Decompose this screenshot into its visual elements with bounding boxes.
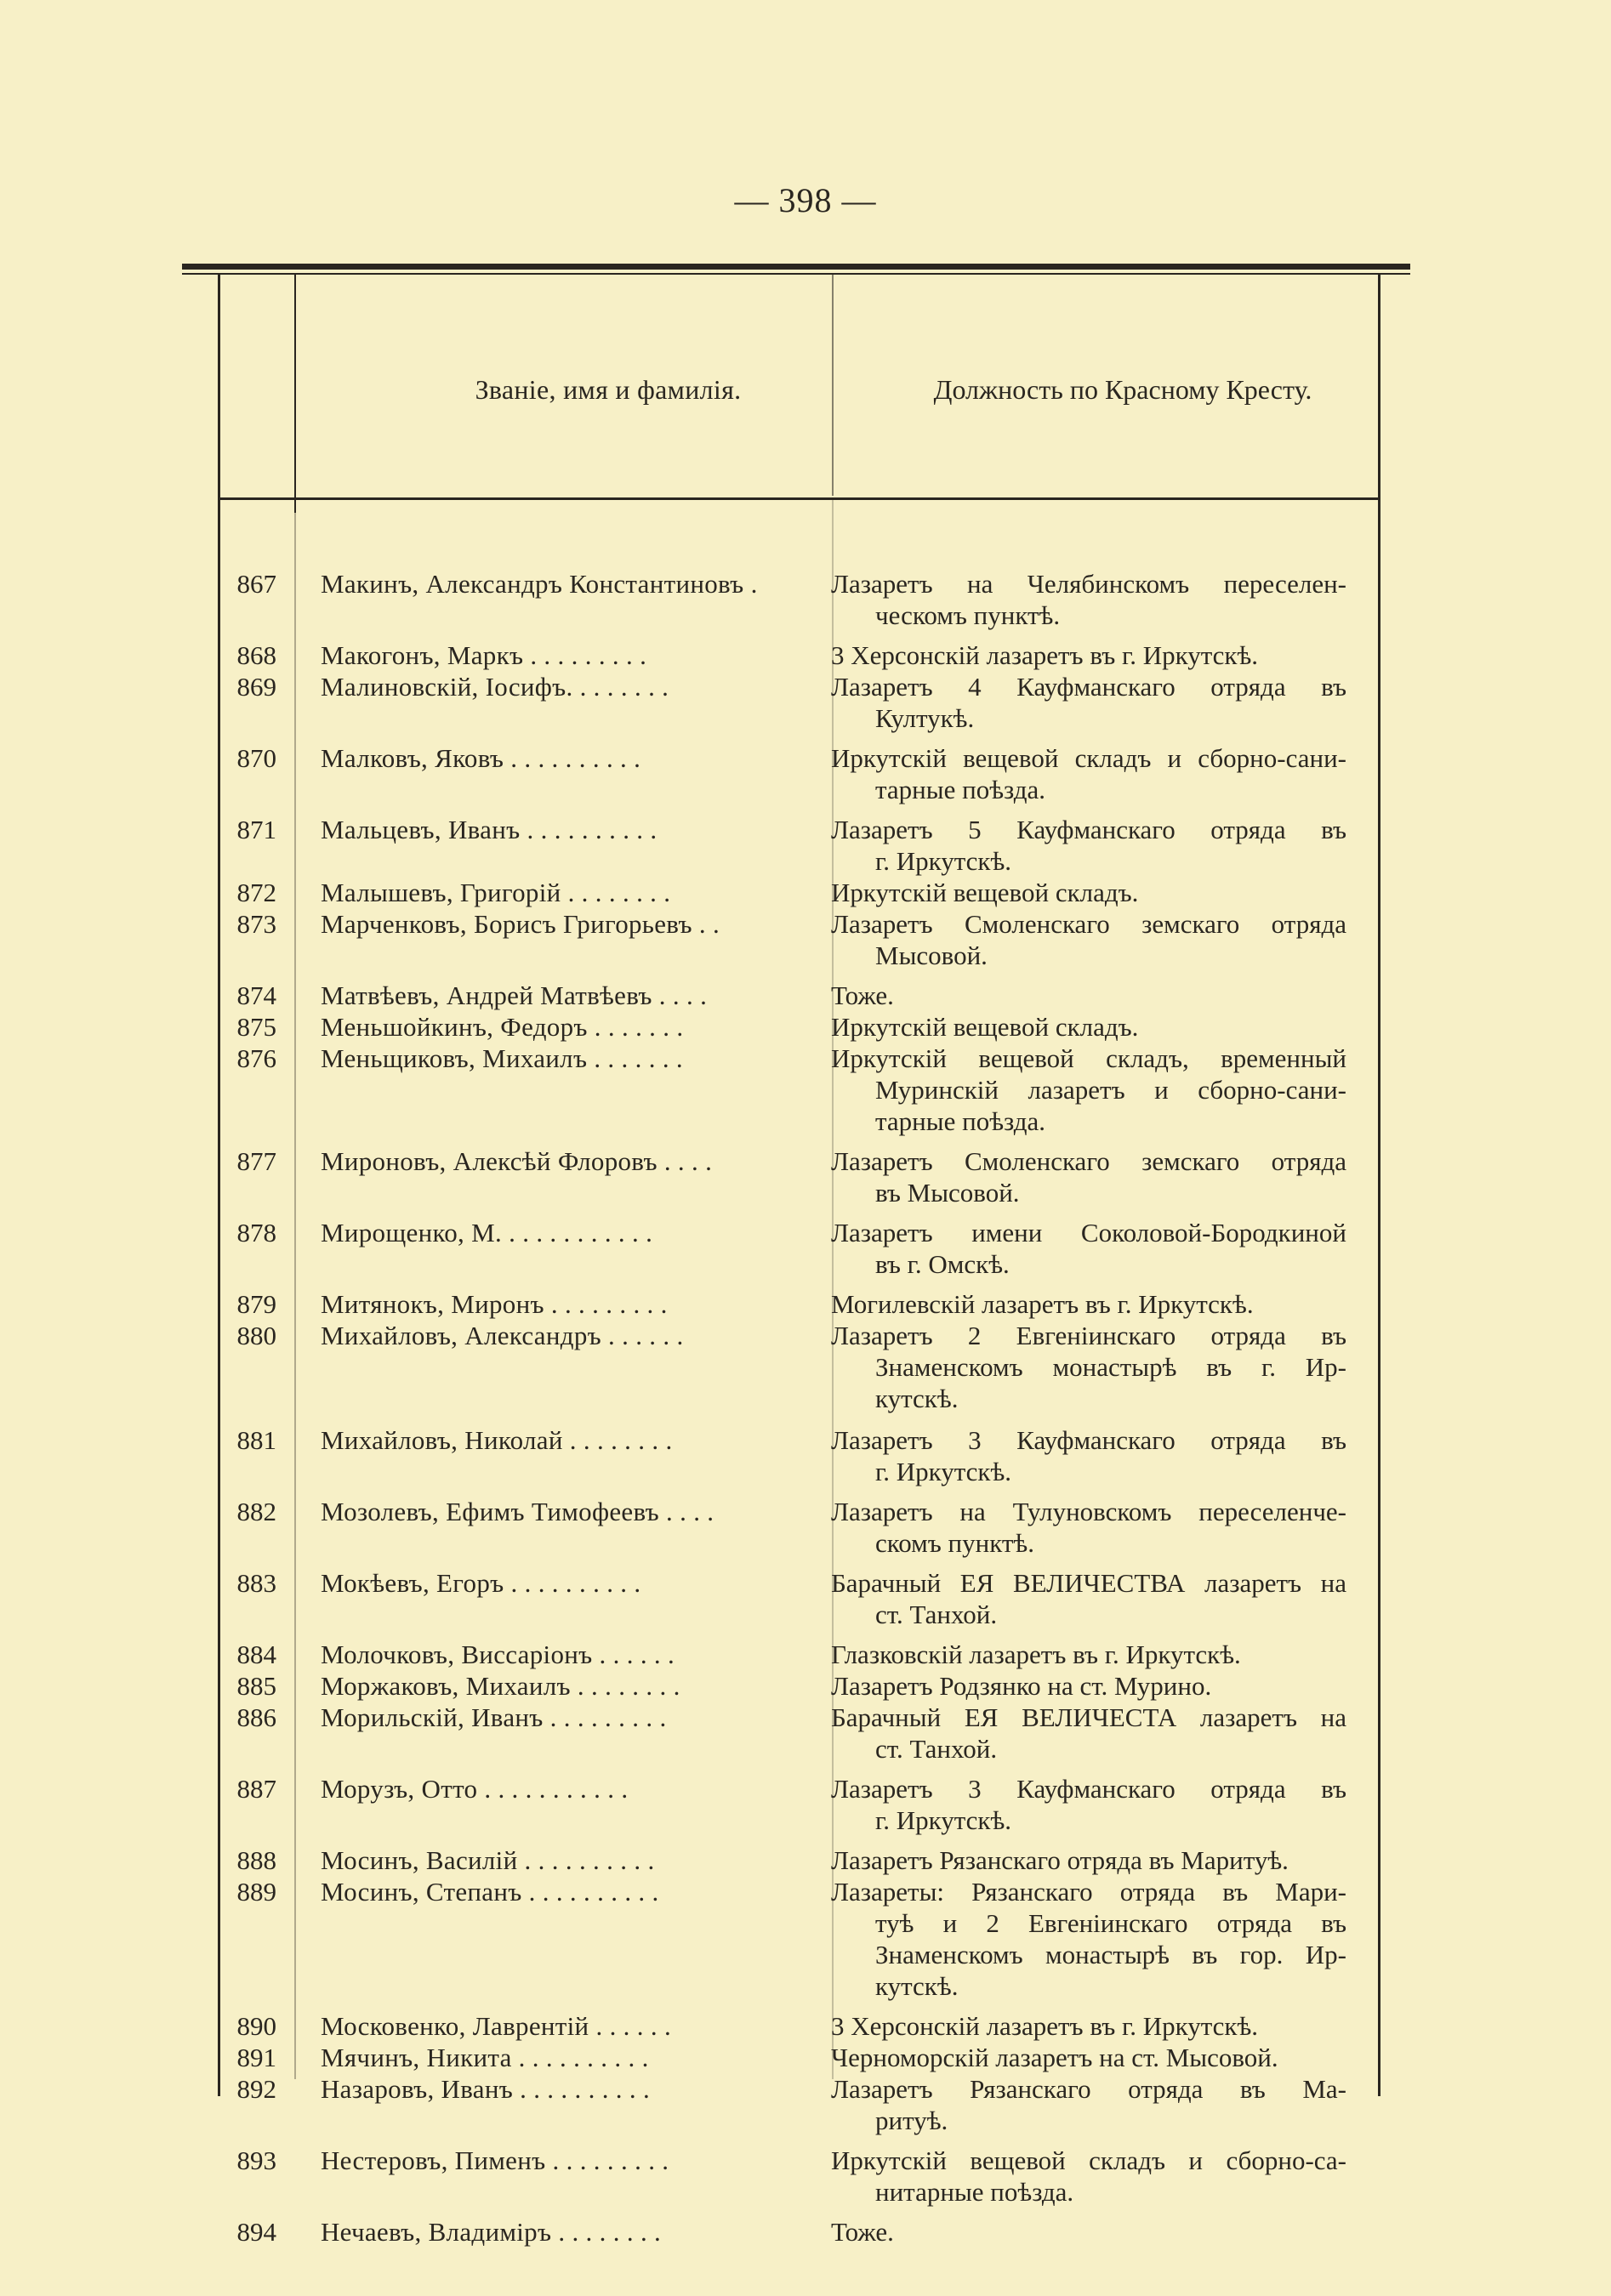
position-line: Лазаретъ 3 Кауфманскаго отряда въ: [831, 1774, 1346, 1804]
row-name: Малиновскій, Іосифъ. . . . . . . .: [321, 672, 669, 702]
table-row: [0, 2145, 1611, 2208]
position-line: Лазаретъ Рязанскаго отряда въ Маритуѣ.: [831, 1845, 1289, 1875]
row-position: [831, 1844, 1346, 1876]
position-line: Лазаретъ 5 Кауфманскаго отряда въ: [831, 815, 1346, 844]
position-line: Иркутскій вещевой складъ и сборно-са-: [831, 2145, 1346, 2175]
position-line: кутскѣ.: [875, 1384, 959, 1413]
table-row: [0, 742, 1611, 805]
position-line: Могилевскій лазаретъ въ г. Иркутскѣ.: [831, 1289, 1254, 1319]
row-name: Мосинъ, Василій . . . . . . . . . .: [321, 1845, 655, 1875]
row-name: Московенко, Лаврентій . . . . . .: [321, 2011, 672, 2041]
row-number: 885: [236, 1671, 276, 1701]
table-row: [0, 1043, 1611, 1137]
row-number: 881: [236, 1425, 276, 1455]
row-number: 869: [236, 672, 276, 702]
table-row: [0, 1567, 1611, 1630]
position-line: ст. Танхой.: [875, 1600, 998, 1629]
position-line: Лазареты: Рязанскаго отряда въ Мари-: [831, 1877, 1346, 1907]
row-position: [831, 1011, 1346, 1043]
table-row: [0, 1424, 1611, 1487]
position-line: Знаменскомъ монастырѣ въ гор. Ир-: [875, 1940, 1346, 1969]
table-row: [0, 1320, 1611, 1414]
row-name: Макинъ, Александръ Константиновъ .: [321, 569, 758, 599]
top-rule-thick: [182, 264, 1410, 270]
position-line: тарные поѣзда.: [875, 775, 1046, 804]
row-name: Назаровъ, Иванъ . . . . . . . . . .: [321, 2074, 651, 2104]
row-number: 872: [236, 878, 276, 907]
table-row: [0, 1639, 1611, 1670]
row-position: [831, 2145, 1346, 2208]
table-row: [0, 1217, 1611, 1280]
row-number: 889: [236, 1877, 276, 1907]
position-line: туѣ и 2 Евгеніинскаго отряда въ: [875, 1908, 1346, 1938]
position-line: Култукѣ.: [875, 703, 975, 733]
row-number: 894: [236, 2217, 276, 2247]
position-line: Лазаретъ имени Соколовой-Бородкиной: [831, 1218, 1346, 1247]
table-row: [0, 1288, 1611, 1320]
position-line: нитарные поѣзда.: [875, 2177, 1074, 2207]
row-position: [831, 1320, 1346, 1414]
table-row: [0, 1670, 1611, 1702]
header-name: Званіе, имя и фамилія.: [475, 374, 742, 405]
row-number: 874: [236, 980, 276, 1010]
table-row: [0, 1496, 1611, 1559]
row-name: Малковъ, Яковъ . . . . . . . . . .: [321, 743, 641, 773]
row-position: [831, 1424, 1346, 1487]
position-line: г. Иркутскѣ.: [875, 846, 1012, 876]
position-line: Барачный ЕЯ ВЕЛИЧЕСТА лазаретъ на: [831, 1702, 1346, 1732]
table-row: [0, 1145, 1611, 1208]
row-position: [831, 1288, 1346, 1320]
position-line: Муринскій лазаретъ и сборно-сани-: [875, 1075, 1346, 1105]
row-name: Малышевъ, Григорій . . . . . . . .: [321, 878, 671, 907]
row-name: Морильскій, Иванъ . . . . . . . . .: [321, 1702, 667, 1732]
row-position: [831, 908, 1346, 971]
row-name: Мозолевъ, Ефимъ Тимофеевъ . . . .: [321, 1497, 714, 1526]
row-name: Мироновъ, Алексѣй Флоровъ . . . .: [321, 1146, 713, 1176]
row-position: [831, 1217, 1346, 1280]
position-line: въ Мысовой.: [875, 1178, 1020, 1208]
row-position: [831, 1670, 1346, 1702]
row-name: Меньщиковъ, Михаилъ . . . . . . .: [321, 1043, 683, 1073]
row-name: Молочковъ, Виссаріонъ . . . . . .: [321, 1640, 675, 1669]
page-number: — 398 —: [734, 181, 877, 219]
row-number: 875: [236, 1012, 276, 1042]
table-row: [0, 2042, 1611, 2073]
row-number: 886: [236, 1702, 276, 1732]
position-line: тарные поѣзда.: [875, 1106, 1046, 1136]
position-line: въ г. Омскѣ.: [875, 1249, 1010, 1279]
position-line: г. Иркутскѣ.: [875, 1457, 1012, 1486]
table-body: [0, 568, 1611, 2248]
row-name: Моржаковъ, Михаилъ . . . . . . . .: [321, 1671, 680, 1701]
row-number: 882: [236, 1497, 276, 1526]
row-position: [831, 2042, 1346, 2073]
table-row: [0, 2010, 1611, 2042]
position-line: Лазаретъ 3 Кауфманскаго отряда въ: [831, 1425, 1346, 1455]
table-row: [0, 1011, 1611, 1043]
position-line: кутскѣ.: [875, 1971, 959, 2001]
row-position: [831, 877, 1346, 908]
top-rule-thin: [182, 273, 1410, 275]
row-position: [831, 568, 1346, 631]
position-line: г. Иркутскѣ.: [875, 1805, 1012, 1835]
row-position: [831, 2010, 1346, 2042]
row-name: Михайловъ, Александръ . . . . . .: [321, 1321, 684, 1350]
row-number: 867: [236, 569, 276, 599]
row-position: [831, 814, 1346, 877]
table-row: [0, 671, 1611, 734]
row-number: 884: [236, 1640, 276, 1669]
position-line: 3 Херсонскій лазаретъ въ г. Иркутскѣ.: [831, 640, 1259, 670]
row-number: 879: [236, 1289, 276, 1319]
row-name: Морузъ, Отто . . . . . . . . . . .: [321, 1774, 629, 1804]
row-number: 890: [236, 2011, 276, 2041]
table-row: [0, 814, 1611, 877]
row-number: 870: [236, 743, 276, 773]
position-line: Лазаретъ Смоленскаго земскаго отряда: [831, 909, 1346, 939]
position-line: Иркутскій вещевой складъ.: [831, 878, 1139, 907]
table-row: [0, 980, 1611, 1011]
table-row: [0, 568, 1611, 631]
row-name: Мирощенко, М. . . . . . . . . . . .: [321, 1218, 653, 1247]
row-number: 868: [236, 640, 276, 670]
row-position: [831, 2073, 1346, 2136]
row-position: [831, 1567, 1346, 1630]
table-row: [0, 1844, 1611, 1876]
position-line: ческомъ пунктѣ.: [875, 600, 1061, 630]
row-position: [831, 2216, 1346, 2248]
row-position: [831, 1145, 1346, 1208]
position-line: Иркутскій вещевой складъ и сборно-сани-: [831, 743, 1346, 773]
row-position: [831, 671, 1346, 734]
row-number: 891: [236, 2043, 276, 2072]
position-line: Барачный ЕЯ ВЕЛИЧЕСТВА лазаретъ на: [831, 1568, 1346, 1598]
position-line: Глазковскій лазаретъ въ г. Иркутскѣ.: [831, 1640, 1241, 1669]
row-number: 888: [236, 1845, 276, 1875]
position-line: Лазаретъ 4 Кауфманскаго отряда въ: [831, 672, 1346, 702]
row-name: Мосинъ, Степанъ . . . . . . . . . .: [321, 1877, 659, 1907]
row-name: Митянокъ, Миронъ . . . . . . . . .: [321, 1289, 668, 1319]
position-line: Лазаретъ Рязанскаго отряда въ Ма-: [831, 2074, 1346, 2104]
row-number: 876: [236, 1043, 276, 1073]
row-position: [831, 980, 1346, 1011]
position-line: скомъ пунктѣ.: [875, 1528, 1035, 1558]
position-line: Иркутскій вещевой складъ, временный: [831, 1043, 1346, 1073]
row-name: Мячинъ, Никита . . . . . . . . . .: [321, 2043, 649, 2072]
row-name: Матвѣевъ, Андрей Матвѣевъ . . . .: [321, 980, 708, 1010]
row-position: [831, 1043, 1346, 1137]
table-row: [0, 1702, 1611, 1765]
row-number: 878: [236, 1218, 276, 1247]
position-line: Тоже.: [831, 2217, 894, 2247]
row-position: [831, 639, 1346, 671]
position-line: ст. Танхой.: [875, 1734, 998, 1764]
table-row: [0, 1773, 1611, 1836]
position-line: Мысовой.: [875, 941, 988, 970]
position-line: Иркутскій вещевой складъ.: [831, 1012, 1139, 1042]
table-row: [0, 877, 1611, 908]
row-name: Мокѣевъ, Егоръ . . . . . . . . . .: [321, 1568, 641, 1598]
row-name: Макогонъ, Маркъ . . . . . . . . .: [321, 640, 647, 670]
row-name: Нестеровъ, Пименъ . . . . . . . . .: [321, 2145, 669, 2175]
row-number: 893: [236, 2145, 276, 2175]
row-name: Марченковъ, Борисъ Григорьевъ . .: [321, 909, 720, 939]
row-position: [831, 1702, 1346, 1765]
row-number: 873: [236, 909, 276, 939]
row-name: Мальцевъ, Иванъ . . . . . . . . . .: [321, 815, 657, 844]
position-line: Черноморскій лазаретъ на ст. Мысовой.: [831, 2043, 1278, 2072]
position-line: Лазаретъ Родзянко на ст. Мурино.: [831, 1671, 1212, 1701]
row-number: 871: [236, 815, 276, 844]
row-number: 892: [236, 2074, 276, 2104]
row-name: Михайловъ, Николай . . . . . . . .: [321, 1425, 673, 1455]
number-column-divider: [294, 275, 296, 513]
position-line: Лазаретъ 2 Евгеніинскаго отряда въ: [831, 1321, 1346, 1350]
position-line: Тоже.: [831, 980, 894, 1010]
position-line: Знаменскомъ монастырѣ въ г. Ир-: [875, 1352, 1346, 1382]
row-position: [831, 1876, 1346, 2002]
position-line: Лазаретъ Смоленскаго земскаго отряда: [831, 1146, 1346, 1176]
header-position: Должность по Красному Кресту.: [933, 374, 1312, 405]
table-row: [0, 908, 1611, 971]
row-number: 877: [236, 1146, 276, 1176]
row-number: 880: [236, 1321, 276, 1350]
row-position: [831, 742, 1346, 805]
position-line: Лазаретъ на Челябинскомъ переселен-: [831, 569, 1346, 599]
table-row: [0, 1876, 1611, 2002]
row-name: Нечаевъ, Владиміръ . . . . . . . .: [321, 2217, 662, 2247]
row-position: [831, 1496, 1346, 1559]
row-position: [831, 1773, 1346, 1836]
table-row: [0, 2073, 1611, 2136]
row-number: 883: [236, 1568, 276, 1598]
row-position: [831, 1639, 1346, 1670]
position-line: ритуѣ.: [875, 2106, 948, 2135]
row-number: 887: [236, 1774, 276, 1804]
row-name: Меньшойкинъ, Федоръ . . . . . . .: [321, 1012, 684, 1042]
position-line: 3 Херсонскій лазаретъ въ г. Иркутскѣ.: [831, 2011, 1259, 2041]
header-rule: [218, 497, 1378, 500]
position-line: Лазаретъ на Тулуновскомъ переселенче-: [831, 1497, 1346, 1526]
table-row: [0, 2216, 1611, 2248]
table-row: [0, 639, 1611, 671]
